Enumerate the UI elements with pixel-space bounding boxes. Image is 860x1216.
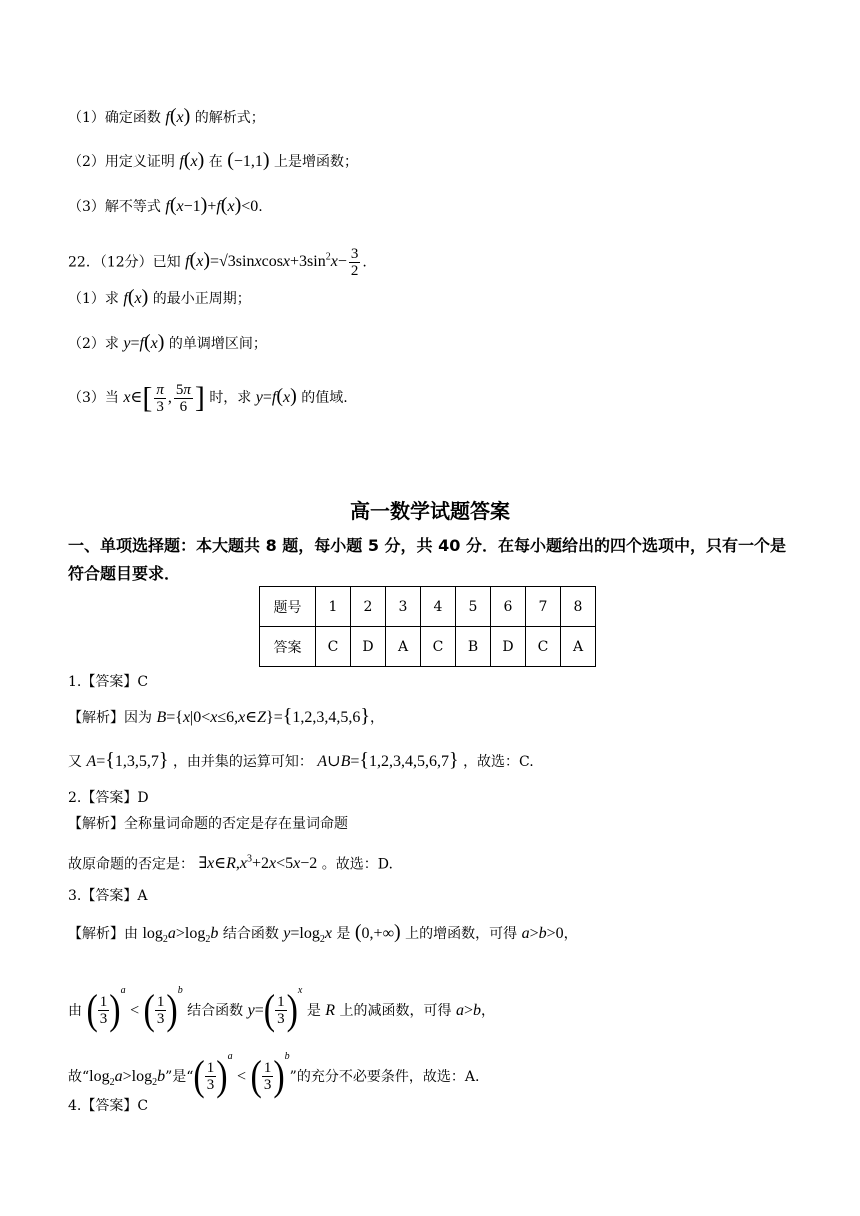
table-cell: A	[386, 627, 421, 667]
answer-3-exp-mid3: 上的增函数，可得	[405, 926, 518, 942]
formula: A={1,3,5,7}	[86, 749, 169, 771]
fraction: ( $\frac{1}{3}$ )	[250, 1053, 285, 1100]
formula: f(x)	[179, 149, 205, 171]
formula: f(x)	[123, 286, 149, 308]
answer-3-line2-mid2: 是	[306, 1003, 321, 1019]
answer-3-line3-mid1: ”是“	[165, 1069, 194, 1085]
answer-3-explanation: 【解析】由 $\log_2a>\log_2b$ 结合函数 $y=\log_2x$ 是 (0,+∞) 上的增函数，可得 a>b>0，	[68, 921, 578, 946]
q22-part3-label: （3）当	[68, 390, 119, 406]
table-cell: 8	[561, 587, 596, 627]
q22-part2-tail: 的单调增区间；	[168, 336, 267, 352]
q22-part1-tail: 的最小正周期；	[152, 291, 251, 307]
answer-3-line3-tail: ”的充分不必要条件，故选：A.	[289, 1069, 480, 1085]
q22-part1	[68, 287, 251, 309]
fraction: $\frac{3}{2}$	[350, 245, 359, 279]
table-cell: D	[491, 627, 526, 667]
answer-1-line2-label: 又	[68, 754, 82, 770]
answer-1-line2-mid: ，由并集的运算可知：	[172, 754, 313, 770]
formula: y=f(x)	[123, 331, 165, 353]
table-cell: C	[316, 627, 351, 667]
q21-part1-label: （1）确定函数	[68, 110, 161, 126]
table-header-cell: 题号	[260, 587, 316, 627]
table-header-cell: 答案	[260, 627, 316, 667]
q22-part2	[68, 332, 267, 354]
formula: $\exists x\in R,x^3+2x<5x-2$	[198, 854, 318, 873]
table-cell: B	[456, 627, 491, 667]
answer-3-line2-mid3: 上的减函数，可得	[339, 1003, 452, 1019]
q22-part3-tail: 的值域.	[301, 390, 348, 406]
q22-stem: 22．（12分）已知 $f(x)=√3sinxcosx+3\sin^2x-$ $\frac{3}{2}$ .	[68, 245, 367, 279]
formula: f(x)	[165, 105, 191, 127]
formula: B={x|0<x≤6,x∈Z}={1,2,3,4,5,6}	[156, 705, 370, 727]
table-cell: A	[561, 627, 596, 667]
q21-part1-tail: 的解析式；	[194, 110, 265, 126]
answer-2-title: 2.【答案】D	[68, 790, 149, 806]
fraction: ( $\frac{1}{3}$ )	[143, 987, 178, 1034]
table-cell: 2	[351, 587, 386, 627]
fraction: ( $\frac{1}{3}$ )	[193, 1053, 228, 1100]
answer-2-explanation: 【解析】全称量词命题的否定是存在量词命题	[68, 816, 348, 832]
q21-part2	[68, 150, 358, 172]
q22-part3-mid: 时，求	[209, 390, 252, 406]
answer-4-title: 4.【答案】C	[68, 1098, 149, 1114]
q21-part3: （3）解不等式 f(x−1)+f(x)<0.	[68, 194, 263, 216]
q21-part1	[68, 106, 265, 128]
q22-part1-label: （1）求	[68, 291, 119, 307]
formula: $y=\log_2x$	[283, 925, 332, 946]
answer-3-line3: 故“$\log_2a>\log_2b$”是“( $\frac{1}{3}$ )$^a$ < ( $\frac{1}{3}$ )$^b$”的充分不必要条件，故选：A.	[68, 1032, 479, 1082]
fraction: $\frac{5\pi}{6}$	[175, 381, 191, 415]
answer-2-line2-label: 故原命题的否定是：	[68, 856, 194, 873]
answer-table	[259, 586, 596, 667]
table-row	[260, 587, 596, 627]
section-heading: 一、单项选择题：本大题共 8 题，每小题 5 分，共 40 分．在每小题给出的四个选项中，只有一个是符合题目要求．	[68, 536, 786, 583]
table-cell: C	[526, 627, 561, 667]
q22-part2-label: （2）求	[68, 336, 119, 352]
answer-1-exp-label: 【解析】因为	[68, 710, 152, 726]
formula: y=f(x)	[255, 385, 297, 407]
table-cell: 4	[421, 587, 456, 627]
q21-part2-mid: 在	[208, 154, 223, 170]
table-cell: 3	[386, 587, 421, 627]
answer-3-exp-mid2: 是	[336, 926, 351, 942]
formula: $f(x)=√3sinxcosx+3\sin^2x-$	[185, 249, 347, 272]
answer-3-exp-mid1: 结合函数	[222, 926, 279, 942]
table-cell: 1	[316, 587, 351, 627]
q21-part2-tail: 上是增函数；	[274, 154, 359, 170]
formula: $\log_2a>\log_2b$	[142, 925, 219, 946]
q22-part3: （3）当 x∈[ $\frac{\pi}{3}$ , $\frac{5\pi}{6}$ ] 时，求 y=f(x) 的值域.	[68, 381, 348, 415]
q21-part2-label: （2）用定义证明	[68, 154, 175, 170]
formula: x∈[	[123, 381, 153, 415]
answer-2-line2-tail: 。故选：D.	[321, 856, 393, 873]
fraction: $\frac{\pi}{3}$	[156, 381, 164, 415]
table-row	[260, 627, 596, 667]
answer-1-title: 1.【答案】C	[68, 674, 149, 690]
answer-1-line2-tail: ，故选：C.	[463, 754, 534, 770]
formula: (0,+∞)	[354, 921, 401, 943]
fraction: ( $\frac{1}{3}$ )	[86, 987, 121, 1034]
fraction: ( $\frac{1}{3}$ )	[263, 987, 298, 1034]
q22-label: 22．（12分）已知	[68, 254, 181, 271]
answer-3-line3-label: 故“	[68, 1069, 90, 1085]
table-cell: 6	[491, 587, 526, 627]
formula: A∪B={1,2,3,4,5,6,7}	[317, 749, 459, 771]
answer-1-explanation: 【解析】因为 B={x|0<x≤6,x∈Z}={1,2,3,4,5,6}，	[68, 705, 384, 727]
table-cell: 7	[526, 587, 561, 627]
answer-3-exp-label: 【解析】由	[68, 926, 138, 942]
answer-3-line2-mid1: 结合函数	[187, 1003, 244, 1019]
table-cell: C	[421, 627, 456, 667]
formula: f(x−1)+f(x)<0	[165, 194, 259, 216]
answers-title: 高一数学试题答案	[350, 499, 510, 523]
table-cell: 5	[456, 587, 491, 627]
answer-1-line2	[68, 750, 534, 772]
formula: a>b>0	[521, 925, 564, 942]
answer-3-line2: 由 ( $\frac{1}{3}$ )$^a$ < ( $\frac{1}{3}$ )$^b$ 结合函数 y=( $\frac{1}{3}$ )$^x$ 是 R 上的减函数，可得 a>b，	[68, 966, 495, 1016]
table-cell: D	[351, 627, 386, 667]
answer-3-title: 3.【答案】A	[68, 888, 148, 904]
answer-2-line2	[68, 850, 393, 874]
formula: (−1,1)	[227, 149, 270, 171]
q21-part3-label: （3）解不等式	[68, 199, 161, 215]
answer-3-line2-label: 由	[68, 1003, 82, 1019]
